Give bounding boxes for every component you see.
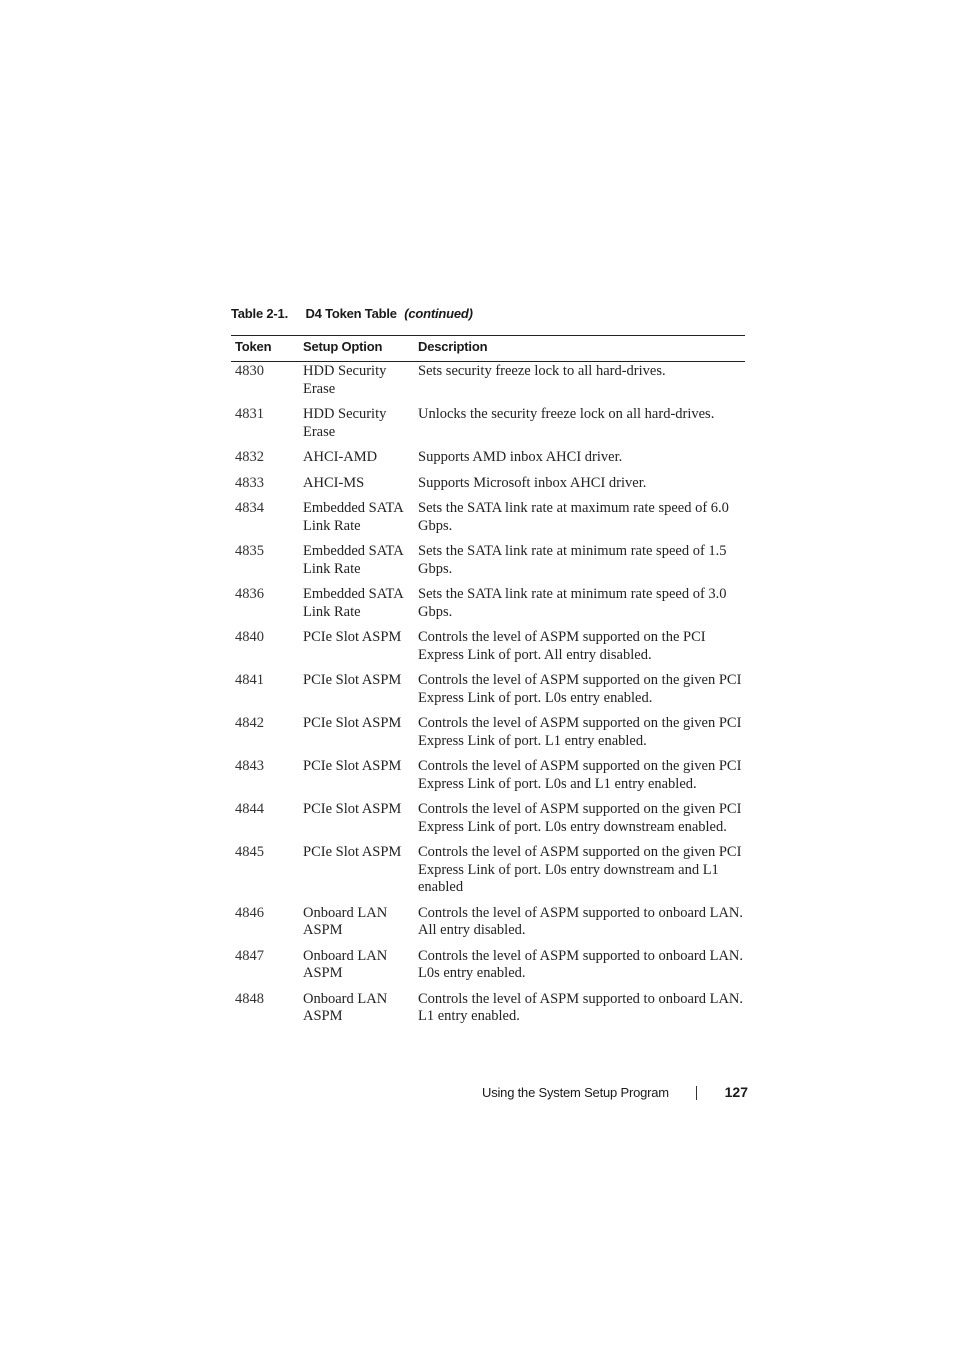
- table-row: [231, 948, 745, 991]
- token-cell: 4836: [235, 586, 264, 602]
- table-row: [231, 801, 745, 844]
- table-row: [231, 844, 745, 905]
- table-row: [231, 500, 745, 543]
- setup-option-cell: PCIe Slot ASPM: [303, 629, 402, 645]
- description-cell: Controls the level of ASPM supported on the PCI Express Link of port. All entry disabled.: [418, 629, 706, 663]
- table-row: [231, 672, 745, 715]
- footer-divider: [696, 1086, 697, 1100]
- description-cell: Controls the level of ASPM supported on the given PCI Express Link of port. L1 entry enabled.: [418, 715, 742, 749]
- description-cell: Controls the level of ASPM supported on the given PCI Express Link of port. L0s entry enabled.: [418, 672, 742, 706]
- token-cell: 4842: [235, 715, 264, 731]
- table-row: [231, 543, 745, 586]
- token-cell: 4832: [235, 449, 264, 465]
- table-row: [231, 449, 745, 475]
- table-body: [231, 362, 745, 1034]
- setup-option-cell: PCIe Slot ASPM: [303, 844, 402, 860]
- setup-option-cell: Onboard LAN ASPM: [303, 947, 388, 981]
- table-row: [231, 362, 745, 407]
- table-row: [231, 586, 745, 629]
- setup-option-cell: AHCI-MS: [303, 474, 365, 491]
- setup-option-cell: Onboard LAN ASPM: [303, 990, 388, 1024]
- token-table: [231, 335, 745, 1034]
- setup-option-cell: HDD Security Erase: [303, 363, 387, 397]
- token-cell: 4846: [235, 904, 264, 921]
- setup-option-cell: Embedded SATA Link Rate: [303, 543, 403, 577]
- token-cell: 4833: [235, 474, 264, 491]
- description-cell: Controls the level of ASPM supported on the given PCI Express Link of port. L0s and L1 entry enabled.: [418, 758, 742, 792]
- header-token: Token: [231, 336, 299, 362]
- token-cell: 4830: [235, 363, 264, 379]
- description-cell: Sets security freeze lock to all hard-drives.: [418, 363, 666, 379]
- setup-option-cell: PCIe Slot ASPM: [303, 672, 402, 688]
- token-cell: 4840: [235, 629, 264, 645]
- caption-continued: (continued): [404, 306, 473, 321]
- token-cell: 4847: [235, 947, 264, 964]
- token-cell: 4848: [235, 990, 264, 1007]
- setup-option-cell: PCIe Slot ASPM: [303, 758, 402, 774]
- description-cell: Controls the level of ASPM supported on the given PCI Express Link of port. L0s entry downstream and L1 enabled: [418, 844, 742, 895]
- caption-title: D4 Token Table: [305, 306, 397, 321]
- table-row: [231, 991, 745, 1034]
- page-footer: [482, 1083, 748, 1103]
- description-cell: Controls the level of ASPM supported to onboard LAN. L0s entry enabled.: [418, 947, 744, 981]
- description-cell: Unlocks the security freeze lock on all hard-drives.: [418, 406, 715, 422]
- token-cell: 4843: [235, 758, 264, 774]
- footer-section-title: Using the System Setup Program: [482, 1085, 669, 1100]
- table-row: [231, 406, 745, 449]
- description-cell: Sets the SATA link rate at minimum rate speed of 1.5 Gbps.: [418, 543, 727, 577]
- setup-option-cell: AHCI-AMD: [303, 449, 378, 465]
- token-cell: 4844: [235, 801, 264, 817]
- token-cell: 4834: [235, 500, 264, 516]
- description-cell: Controls the level of ASPM supported to onboard LAN. L1 entry enabled.: [418, 990, 744, 1024]
- table-row: [231, 715, 745, 758]
- setup-option-cell: Embedded SATA Link Rate: [303, 586, 403, 620]
- table-row: [231, 475, 745, 501]
- table-caption: [231, 306, 473, 321]
- description-cell: Controls the level of ASPM supported on the given PCI Express Link of port. L0s entry downstream enabled.: [418, 801, 742, 835]
- description-cell: Sets the SATA link rate at minimum rate speed of 3.0 Gbps.: [418, 586, 727, 620]
- table-row: [231, 758, 745, 801]
- table-row: [231, 629, 745, 672]
- description-cell: Supports Microsoft inbox AHCI driver.: [418, 474, 647, 491]
- caption-number: Table 2-1.: [231, 306, 289, 321]
- setup-option-cell: PCIe Slot ASPM: [303, 801, 402, 817]
- description-cell: Sets the SATA link rate at maximum rate speed of 6.0 Gbps.: [418, 500, 729, 534]
- header-description: Description: [415, 336, 745, 362]
- token-cell: 4831: [235, 406, 264, 422]
- setup-option-cell: HDD Security Erase: [303, 406, 387, 440]
- header-setup-option: Setup Option: [299, 336, 415, 362]
- description-cell: Supports AMD inbox AHCI driver.: [418, 449, 623, 465]
- token-cell: 4835: [235, 543, 264, 559]
- setup-option-cell: PCIe Slot ASPM: [303, 715, 402, 731]
- setup-option-cell: Onboard LAN ASPM: [303, 904, 388, 938]
- table-header-row: [231, 336, 745, 362]
- token-cell: 4841: [235, 672, 264, 688]
- table-row: [231, 905, 745, 948]
- token-cell: 4845: [235, 844, 264, 860]
- setup-option-cell: Embedded SATA Link Rate: [303, 500, 403, 534]
- page-number: 127: [724, 1084, 748, 1100]
- description-cell: Controls the level of ASPM supported to onboard LAN. All entry disabled.: [418, 904, 744, 938]
